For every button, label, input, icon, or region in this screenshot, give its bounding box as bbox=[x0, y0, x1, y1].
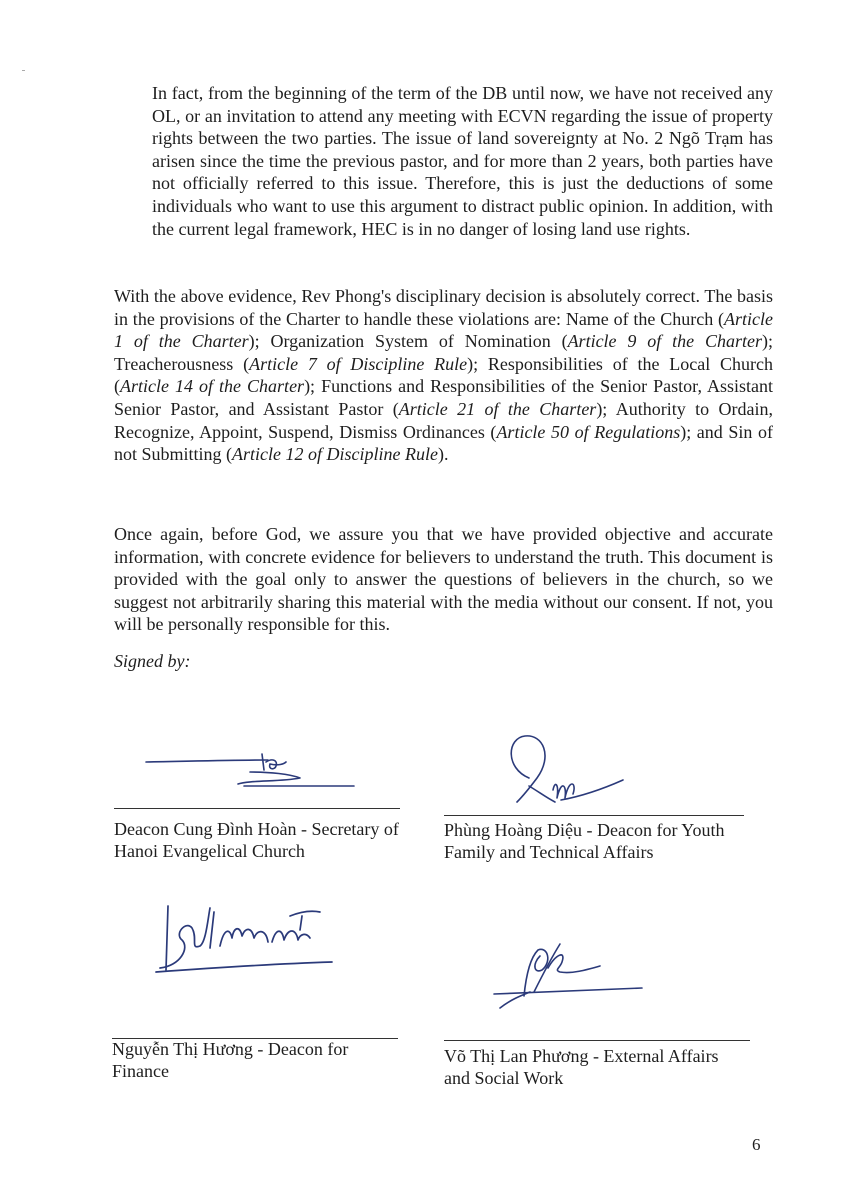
paragraph-property-rights: In fact, from the beginning of the term of the DB until now, we have not received any OL, or an invitation to attend any meeting with ECVN regarding the issue of property rights between the two parties. The issue of land sovereignty at No. 2 Ngõ Trạm has arisen since the time the previous pastor, and for more than 2 years, both parties have not officially referred to this issue. Therefore, this is just the deductions of some individuals who want to use this argument to distract public opinion. In addition, with the current legal framework, HEC is in no danger of losing land use rights. bbox=[152, 83, 773, 239]
text-run: ); Authority to Ordain, Recognize, Appoint, Suspend, Dismiss Ordinances ( bbox=[114, 398, 773, 442]
text-run: ); Treacherousness ( bbox=[114, 331, 774, 374]
signatory-caption bbox=[114, 818, 399, 862]
signature-phuong bbox=[490, 936, 650, 1016]
signatory-role: and Social Work bbox=[444, 1068, 564, 1088]
signature-line bbox=[114, 808, 400, 809]
paragraph-charter-basis bbox=[114, 285, 773, 466]
charter-reference: Article 7 of Discipline Rule bbox=[249, 353, 468, 374]
charter-reference: Article 12 of Discipline Rule bbox=[232, 444, 438, 465]
charter-reference: Article 9 of the Charter bbox=[567, 331, 763, 352]
signatory-name: Deacon Cung Đình Hoàn - Secretary of bbox=[114, 819, 399, 839]
text-run: ). bbox=[437, 444, 449, 465]
signed-by-label: Signed by: bbox=[114, 651, 191, 671]
charter-reference: Article 1 of the Charter bbox=[114, 308, 773, 352]
scan-speck bbox=[22, 70, 25, 71]
text-run: ); Responsibilities of the Local Church ( bbox=[114, 353, 773, 397]
paragraph-assurance: Once again, before God, we assure you that we have provided objective and accurate information, with concrete evidence for believers to understand the truth. This document is provided with the goal only to answer the questions of believers in the church, so we suggest not arbitrarily sharing this material with the media without our consent. If not, you will be personally responsible for this. bbox=[114, 524, 773, 635]
text-run: ); Organization System of Nomination ( bbox=[248, 331, 568, 352]
text-run: With the above evidence, Rev Phong's disciplinary decision is absolutely correct. The basis in the provisions of the Charter to handle these violations are: Name of the Church ( bbox=[114, 286, 773, 329]
page-number: 6 bbox=[752, 1135, 761, 1154]
signatory-name: Nguyễn Thị Hương - Deacon for bbox=[112, 1039, 349, 1059]
signatory-name: Võ Thị Lan Phương - External Affairs bbox=[444, 1046, 719, 1066]
signature-huong bbox=[150, 898, 340, 978]
text-run: ); and Sin of not Submitting ( bbox=[114, 421, 773, 465]
charter-reference: Article 21 of the Charter bbox=[398, 398, 597, 419]
signatory-role: Family and Technical Affairs bbox=[444, 842, 654, 862]
signatory-caption bbox=[444, 1045, 719, 1089]
signatory-caption bbox=[112, 1038, 348, 1082]
text-run: ); Functions and Responsibilities of the Senior Pastor, Assistant Senior Pastor, and Assistant Pastor ( bbox=[114, 376, 773, 419]
signature-line bbox=[444, 815, 744, 816]
signature-dieu bbox=[495, 728, 635, 813]
charter-reference: Article 14 of the Charter bbox=[120, 376, 305, 397]
signatory-name: Phùng Hoàng Diệu - Deacon for Youth bbox=[444, 820, 725, 840]
signatory-role: Hanoi Evangelical Church bbox=[114, 841, 305, 861]
signatory-caption bbox=[444, 819, 724, 863]
signatory-role: Finance bbox=[112, 1061, 169, 1081]
signature-line bbox=[444, 1040, 750, 1041]
charter-reference: Article 50 of Regulations bbox=[496, 421, 681, 442]
signature-hoan bbox=[140, 740, 370, 800]
